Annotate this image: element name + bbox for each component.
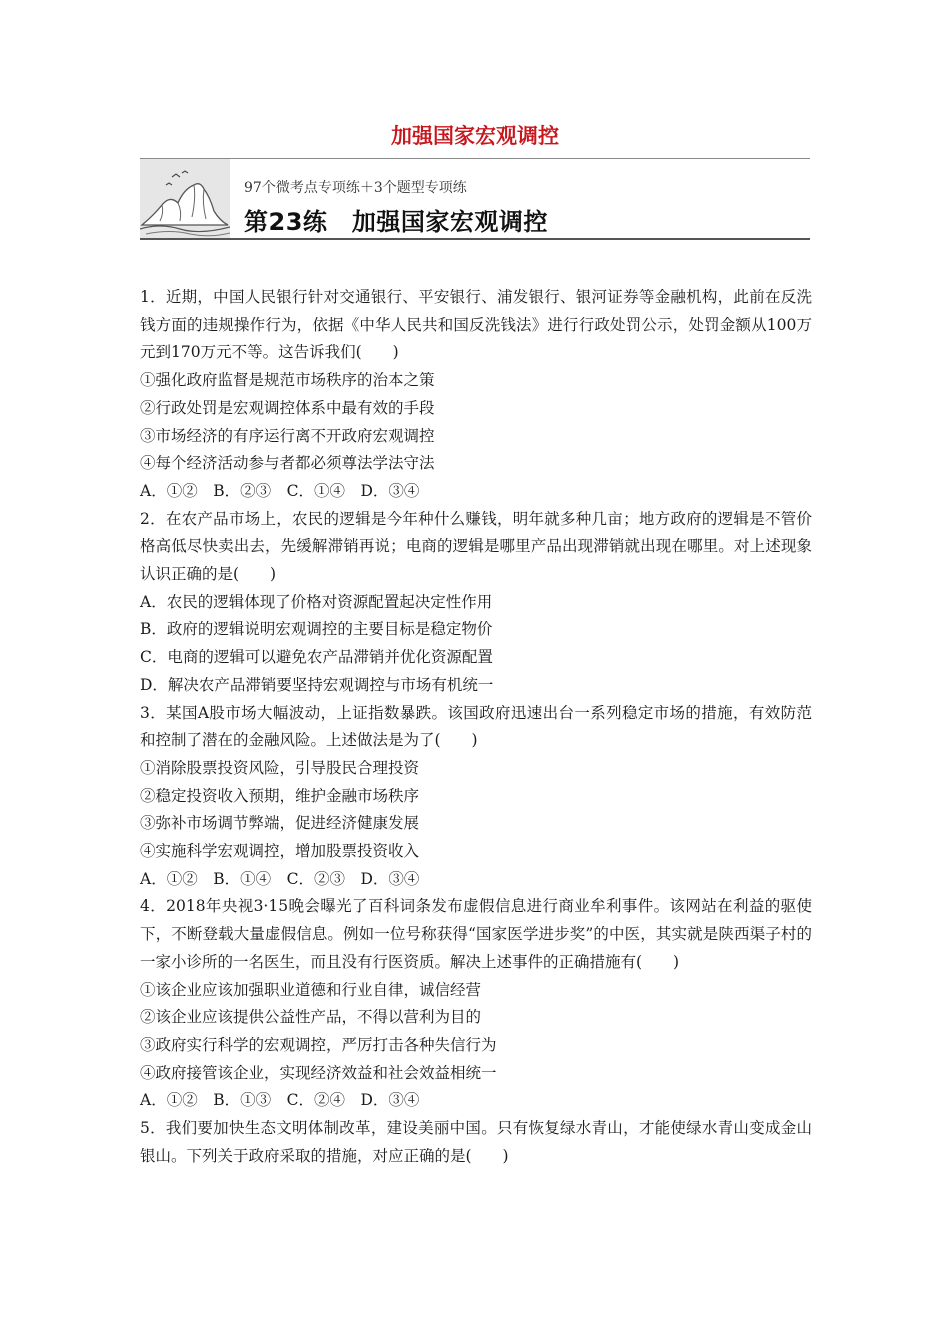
answer-choices: A．①② B．①④ C．②③ D．③④ — [140, 869, 420, 888]
option-line: A．农民的逻辑体现了价格对资源配置起决定性作用 — [140, 592, 493, 611]
option-line: ②该企业应该提供公益性产品，不得以营利为目的 — [140, 1008, 482, 1027]
option-line: D．解决农产品滞销要坚持宏观调控与市场有机统一 — [140, 675, 494, 694]
question-stem: 1．近期，中国人民银行针对交通银行、平安银行、浦发银行、银河证券等金融机构，此前在反洗钱方面的违规操作行为，依据《中华人民共和国反洗钱法》进行行政处罚公示，处罚金额从100万元到170万元不等。这告诉我们( ) — [140, 288, 812, 362]
question-item — [140, 700, 812, 894]
question-stem: 3．某国A股市场大幅波动，上证指数暴跌。该国政府迅速出台一系列稳定市场的措施，有效防范和控制了潜在的金融风险。上述做法是为了( ) — [140, 703, 812, 750]
option-line: ③市场经济的有序运行离不开政府宏观调控 — [140, 426, 435, 445]
option-line: ④每个经济活动参与者都必须尊法学法守法 — [140, 454, 435, 473]
option-line: ②稳定投资收入预期，维护金融市场秩序 — [140, 786, 420, 805]
page-title: 加强国家宏观调控 — [391, 124, 559, 148]
question-stem: 4．2018年央视3·15晚会曝光了百科词条发布虚假信息进行商业牟利事件。该网站在利益的驱使下，不断登载大量虚假信息。例如一位号称获得“国家医学进步奖”的中医，其实就是陕西渠子村的一家小诊所的一名医生，而且没有行医资质。解决上述事件的正确措施有( ) — [140, 897, 812, 971]
option-line: ①该企业应该加强职业道德和行业自律，诚信经营 — [140, 980, 482, 999]
exercise-heading: 第23练 加强国家宏观调控 — [244, 208, 548, 236]
question-item — [140, 284, 812, 506]
banner-top-rule — [140, 158, 810, 159]
option-line: ③政府实行科学的宏观调控，严厉打击各种失信行为 — [140, 1035, 497, 1054]
option-line: B．政府的逻辑说明宏观调控的主要目标是稳定物价 — [140, 620, 493, 639]
banner-subtitle: 97个微考点专项练＋3个题型专项练 — [244, 180, 467, 196]
question-stem: 5．我们要加快生态文明体制改革，建设美丽中国。只有恢复绿水青山，才能使绿水青山变成金山银山。下列关于政府采取的措施，对应正确的是( ) — [140, 1119, 812, 1165]
option-line: ②行政处罚是宏观调控体系中最有效的手段 — [140, 398, 435, 417]
option-line: ④实施科学宏观调控，增加股票投资收入 — [140, 842, 420, 861]
answer-choices: A．①② B．①③ C．②④ D．③④ — [140, 1091, 420, 1110]
question-list — [140, 284, 812, 1171]
banner-bottom-rule — [140, 238, 810, 240]
question-item — [140, 893, 812, 1115]
section-banner — [140, 158, 810, 240]
question-stem: 2．在农产品市场上，农民的逻辑是今年种什么赚钱，明年就多种几亩；地方政府的逻辑是不管价格高低尽快卖出去，先缓解滞销再说；电商的逻辑是哪里产品出现滞销就出现在哪里。对上述现象认识正确的是( ) — [140, 509, 812, 584]
question-item — [140, 1115, 812, 1170]
option-line: ①强化政府监督是规范市场秩序的治本之策 — [140, 371, 435, 390]
option-line: ③弥补市场调节弊端，促进经济健康发展 — [140, 814, 420, 833]
question-item — [140, 506, 812, 700]
option-line: C．电商的逻辑可以避免农产品滞销并优化资源配置 — [140, 648, 493, 667]
mountain-landscape-icon — [140, 159, 230, 238]
option-line: ①消除股票投资风险，引导股民合理投资 — [140, 758, 420, 777]
option-line: ④政府接管该企业，实现经济效益和社会效益相统一 — [140, 1063, 497, 1082]
answer-choices: A．①② B．②③ C．①④ D．③④ — [140, 481, 420, 500]
